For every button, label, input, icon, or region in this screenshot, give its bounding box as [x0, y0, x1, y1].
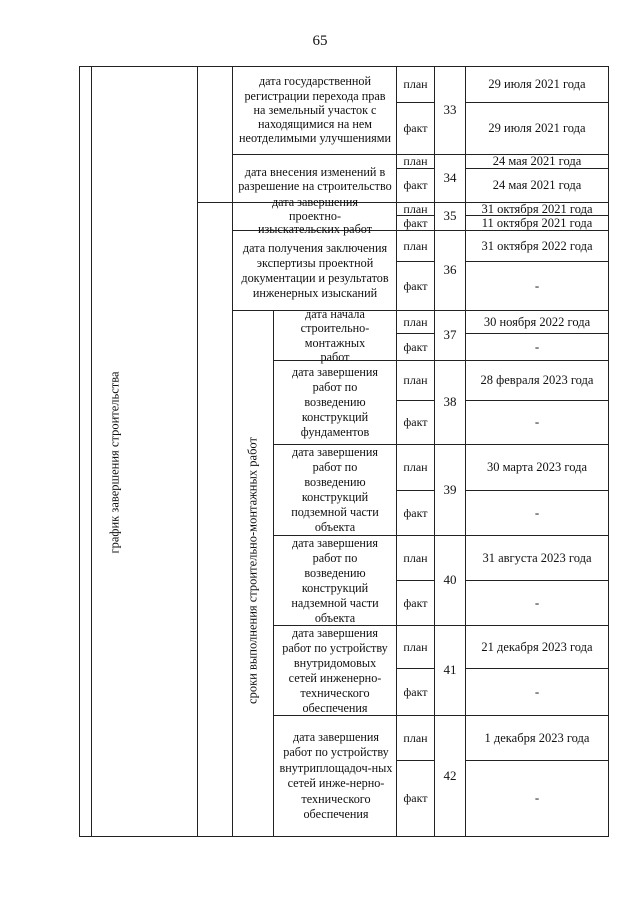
fact-date: -: [534, 683, 540, 699]
indicator-cell: дата завершения работ по возведению конструкций фундаментов: [291, 365, 379, 439]
row-number: 37: [443, 327, 457, 343]
row-number: 35: [443, 208, 457, 224]
indicator-cell: дата завершения работ по возведению конструкций подземной части объекта: [291, 445, 379, 534]
plan-date: 30 марта 2023 года: [486, 460, 588, 475]
indicator-cell: дата государственной регистрации перехода прав на земельный участок с находящимися на нем неотделимыми улучшениями: [239, 74, 391, 146]
row-number: 41: [443, 662, 457, 678]
indicator-cell: дата получения заключения экспертизы проектной документации и результатов инженерных изысканий: [241, 240, 389, 300]
fact-date: -: [534, 504, 540, 520]
plan-date: 29 июля 2021 года: [488, 77, 586, 92]
indicator-cell: дата внесения изменений в разрешение на строительство: [238, 164, 392, 193]
row-number: 40: [443, 572, 457, 588]
plan-label: план: [403, 77, 428, 92]
fact-label: факт: [403, 278, 428, 293]
plan-date: 31 октября 2022 года: [481, 238, 593, 253]
indicator-cell: дата завершения работ по устройству внутридомовых сетей инженерно-технического обеспечения: [282, 625, 388, 715]
indicator-cell: дата начала строительно-монтажных работ: [300, 306, 370, 364]
fact-label: факт: [403, 215, 428, 230]
fact-date: 24 мая 2021 года: [492, 178, 582, 193]
plan-label: план: [403, 639, 428, 654]
fact-date: -: [534, 338, 540, 354]
row-number: 42: [443, 767, 457, 783]
page-number: 65: [312, 33, 328, 49]
plan-date: 28 февраля 2023 года: [480, 373, 594, 388]
fact-date: 11 октября 2021 года: [481, 215, 593, 230]
indicator-cell: дата завершения проектно-изыскательских работ: [257, 195, 373, 237]
plan-date: 30 ноября 2022 года: [483, 314, 591, 329]
fact-label: факт: [403, 684, 428, 699]
row-number: 34: [443, 170, 457, 186]
plan-date: 24 мая 2021 года: [492, 154, 582, 169]
fact-date: -: [534, 594, 540, 610]
fact-label: факт: [403, 505, 428, 520]
plan-label: план: [403, 373, 428, 388]
plan-label: план: [403, 730, 428, 745]
plan-date: 21 декабря 2023 года: [481, 639, 593, 654]
plan-label: план: [403, 314, 428, 329]
fact-date: -: [534, 790, 540, 806]
fact-date: -: [534, 414, 540, 430]
indicator-cell: дата завершения работ по устройству внутриплощадоч-ных сетей инже-нерно-технического обеспечения: [279, 729, 393, 821]
row-number: 38: [443, 394, 457, 410]
row-number: 33: [443, 102, 457, 118]
row-number: 36: [443, 262, 457, 278]
plan-date: 31 октября 2021 года: [481, 201, 593, 216]
plan-label: план: [403, 460, 428, 475]
fact-label: факт: [403, 339, 428, 354]
fact-label: факт: [403, 178, 428, 193]
plan-label: план: [403, 201, 428, 216]
plan-date: 31 августа 2023 года: [482, 550, 592, 565]
fact-label: факт: [403, 791, 428, 806]
fact-label: факт: [403, 415, 428, 430]
fact-date: 29 июля 2021 года: [488, 121, 586, 136]
section-label-construction-terms: сроки выполнения строительно-монтажных работ: [245, 437, 260, 704]
indicator-cell: дата завершения работ по возведению конструкций надземной части объекта: [291, 535, 379, 625]
fact-label: факт: [403, 121, 428, 136]
section-label-schedule: график завершения строительства: [107, 371, 122, 554]
plan-label: план: [403, 238, 428, 253]
plan-label: план: [403, 550, 428, 565]
fact-date: -: [534, 277, 540, 293]
plan-date: 1 декабря 2023 года: [484, 730, 590, 745]
fact-label: факт: [403, 595, 428, 610]
plan-label: план: [403, 154, 428, 169]
row-number: 39: [443, 481, 457, 497]
